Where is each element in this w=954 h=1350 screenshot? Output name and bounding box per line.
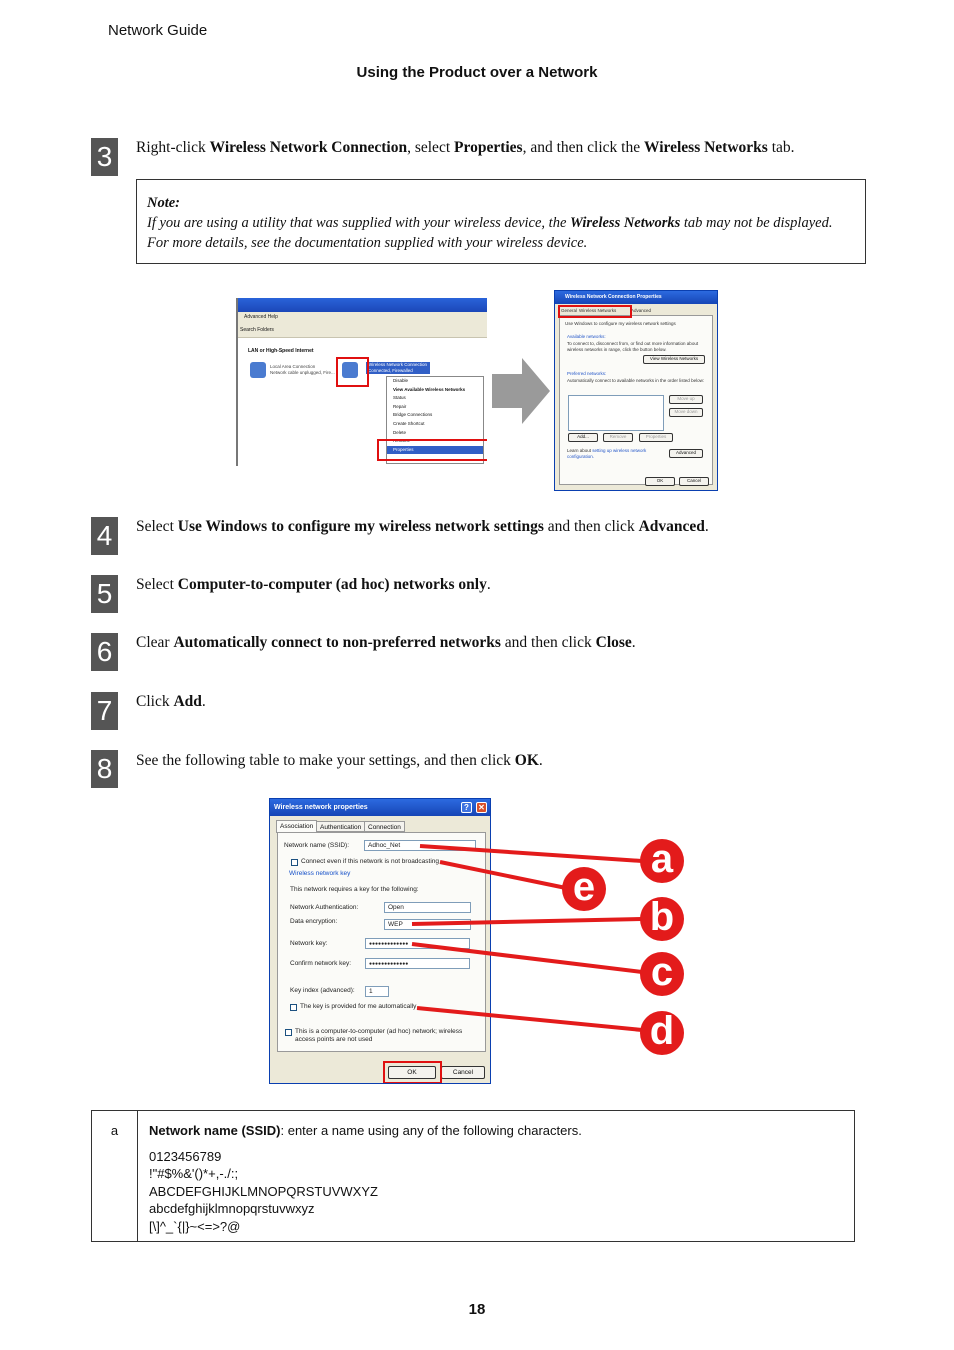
table-row-letter: a [92,1111,138,1241]
move-down-button: Move down [669,408,703,417]
step-4-text-part: . [704,518,709,535]
context-menu-item: Delete [393,429,407,435]
table-desc-rest: : enter a name using any of the following characters. [280,1123,582,1138]
auto-key-label: The key is provided for me automatically [300,1003,417,1010]
preferred-networks-desc: Automatically connect to available networks in the order listed below: [567,378,705,383]
wireless-connection-status: Connected, Firewalled [368,368,413,373]
network-key-label: Network key: [290,940,328,947]
context-menu-item: Disable [393,378,409,383]
step-number-5: 5 [91,575,118,613]
table-row-description [149,1122,839,1235]
note-bold: Wireless Networks [570,215,681,231]
wireless-key-group: Wireless network key [289,870,351,877]
context-menu-item: View Available Wireless Networks [393,386,466,392]
callout-line-a [420,846,642,861]
help-icon: ? [461,802,472,813]
tab-advanced: Advanced [631,308,652,313]
key-index-label: Key index (advanced): [290,987,355,994]
step-5-text-part: . [486,576,491,593]
explorer-toolbar: Search Folders [238,322,487,338]
step-8-bold: OK [514,752,539,769]
key-requires-label: This network requires a key for the following: [290,886,419,893]
local-connection-name: Local Area Connection [270,364,316,369]
tab-general: General [561,308,578,313]
context-menu-item: Status [393,395,406,401]
network-key-field: ●●●●●●●●●●●●● [365,938,470,949]
wireless-cancel-button: Cancel [441,1066,485,1079]
callout-line-e [440,862,566,888]
section-title: Using the Product over a Network [356,64,598,81]
step-number-6: 6 [91,633,118,671]
context-menu-item: Rename [393,438,411,444]
preferred-networks-title: Preferred networks: [567,371,607,376]
table-desc-bold: Network name (SSID) [149,1123,281,1138]
ssid-label: Network name (SSID): [284,842,350,849]
note-text: tab may not be displayed. [680,215,833,231]
learn-about-link: setting up wireless network configuration. [567,448,647,459]
wireless-properties-title-text: Wireless network properties [274,804,368,811]
props-cancel-button: Cancel [679,477,709,486]
available-networks-title: Available networks: [567,334,606,339]
adhoc-label-2: access points are not used [295,1036,373,1043]
step-number-7: 7 [91,692,118,730]
callout-line-c [412,944,642,972]
step-4-bold: Advanced [638,518,705,535]
adhoc-label-1: This is a computer-to-computer (ad hoc) network; wireless [295,1028,463,1035]
step-5-bold: Computer-to-computer (ad hoc) networks only [177,576,487,593]
callout-e: e [562,867,606,911]
learn-about-prefix: Learn about [567,448,593,453]
step-3-bold: Wireless Networks [643,139,768,156]
confirm-key-field: ●●●●●●●●●●●●● [365,958,470,969]
allowed-chars-brackets: [\]^_`{|}~<=>?@ [149,1218,241,1234]
context-menu-item: Create Shortcut [393,420,425,426]
wireless-connection-name: Wireless Network Connection [368,362,428,367]
auth-label: Network Authentication: [290,904,359,911]
encryption-label: Data encryption: [290,918,338,925]
callout-b: b [640,897,684,941]
remove-button: Remove [603,433,633,442]
tab-authentication: Authentication [316,821,365,832]
add-button: Add... [568,433,598,442]
context-menu-item: Repair [393,403,407,409]
encryption-select: WEP [384,919,471,930]
step-number-8: 8 [91,750,118,788]
step-6-bold: Close [595,634,632,651]
use-windows-checkbox: Use Windows to configure my wireless network settings [565,321,676,326]
callout-line-d [417,1008,642,1030]
properties-button: Properties [639,433,673,442]
callout-line-b [412,919,642,924]
allowed-chars-lowercase: abcdefghijklmnopqrstuvwxyz [149,1201,315,1216]
tab-connection: Connection [364,821,405,832]
step-4-text-part: Select [136,518,178,535]
step-3-text-part: , select [407,139,455,156]
step-3-bold: Wireless Network Connection [209,139,408,156]
available-networks-desc: To connect to, disconnect from, or find out more information about wireless networks in range, click the button below. [567,341,699,352]
allowed-chars-digits: 0123456789 [149,1148,222,1164]
props-ok-button: OK [645,477,675,486]
step-3-text-part: , and then click the [522,139,644,156]
connect-even-label: Connect even if this network is not broadcasting [301,858,440,865]
key-index-field: 1 [365,986,389,997]
allowed-chars-uppercase: ABCDEFGHIJKLMNOPQRSTUVWXYZ [149,1183,378,1199]
step-4-bold: Use Windows to configure my wireless network settings [177,518,544,535]
context-menu-item: Bridge Connections [393,412,433,418]
confirm-key-label: Confirm network key: [290,960,352,967]
close-icon: ✕ [476,802,487,813]
note-text: If you are using a utility that was supplied with your wireless device, the [147,215,570,231]
running-head: Network Guide [108,22,208,39]
step-6-text-part: and then click [500,634,596,651]
step-6-bold: Automatically connect to non-preferred networks [173,634,501,651]
note-title: Note: [147,195,181,211]
callout-a: a [640,839,684,883]
settings-table [91,1110,855,1242]
view-wireless-networks-button: View Wireless Networks [643,355,705,364]
step-number-4: 4 [91,517,118,555]
move-up-button: Move up [669,395,703,404]
step-number-3: 3 [91,138,118,176]
tab-wireless-networks: Wireless Networks [579,308,617,313]
step-7-bold: Add [173,693,202,710]
page-number: 18 [468,1301,486,1318]
step-8-text-part: . [538,752,543,769]
note-line-2: For more details, see the documentation supplied with your wireless device. [147,235,588,251]
step-7-text-part: Click [136,693,174,710]
wireless-ok-button: OK [388,1066,436,1079]
allowed-chars-symbols: !"#$%&'()*+,-./:; [149,1166,239,1181]
step-6-text-part: . [631,634,636,651]
callout-d: d [640,1011,684,1055]
step-3-text-part: Right-click [136,139,210,156]
step-3-text-part: tab. [767,139,795,156]
connection-properties-title: Wireless Network Connection Properties [555,291,717,304]
step-4-text-part: and then click [543,518,639,535]
callout-c: c [640,952,684,996]
advanced-button: Advanced [669,449,703,458]
step-3-bold: Properties [454,139,523,156]
explorer-group-title: LAN or High-Speed Internet [248,348,314,354]
step-8-text-part: See the following table to make your settings, and then click [136,752,515,769]
step-6-text-part: Clear [136,634,174,651]
step-5-text-part: Select [136,576,178,593]
step-7-text-part: . [201,693,206,710]
table-desc-head [149,1122,839,1140]
ssid-field: Adhoc_Net [364,840,476,851]
local-connection-status: Network cable unplugged, Fire... [270,370,335,375]
context-menu-item-properties: Properties [387,446,483,455]
tab-association: Association [276,820,317,833]
auth-select: Open [384,902,471,913]
explorer-menu: Advanced Help [238,312,487,322]
